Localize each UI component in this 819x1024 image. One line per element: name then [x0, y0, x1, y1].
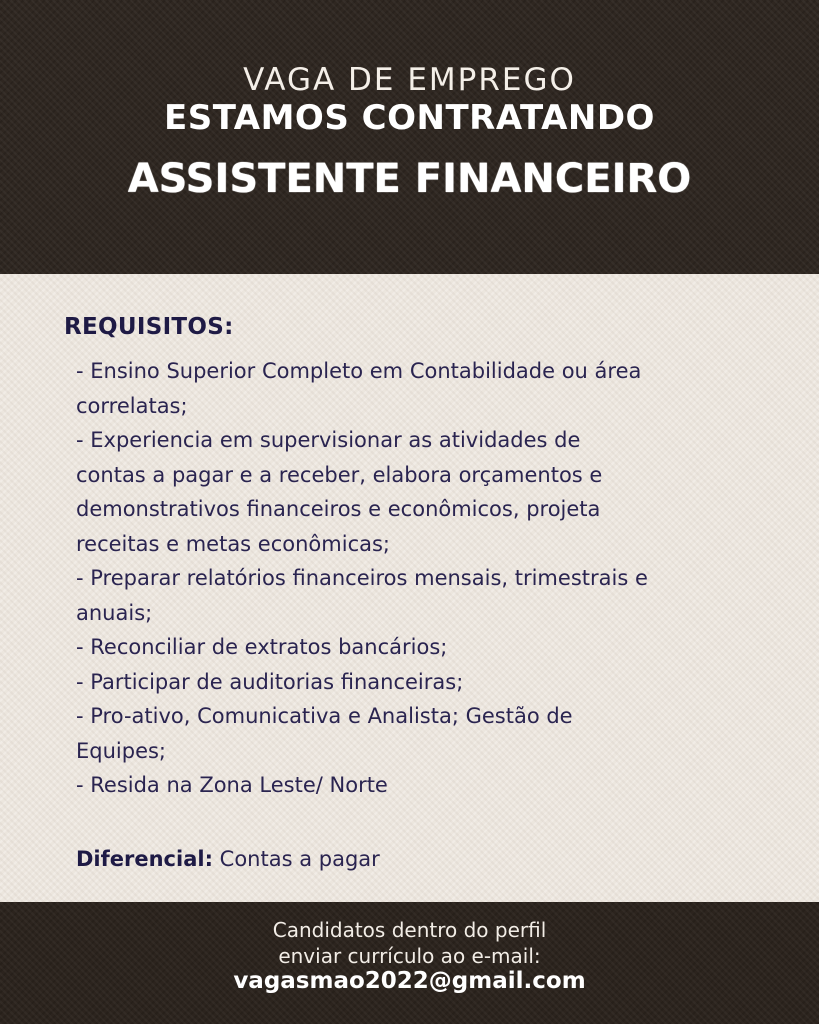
job-title: ASSISTENTE FINANCEIRO [127, 156, 692, 202]
requirement-line: anuais; [76, 600, 153, 625]
footer-line2: enviar currículo ao e-mail: [278, 944, 541, 968]
diferencial [76, 842, 380, 876]
requirement-line: correlatas; [76, 393, 188, 418]
contact-email[interactable]: vagasmao2022@gmail.com [233, 968, 586, 994]
diferencial-value: Contas a pagar [219, 847, 380, 871]
requirement-line: contas a pagar e a receber, elabora orçamentos e [76, 462, 603, 487]
requirement-line: demonstrativos financeiros e econômicos, projeta [76, 497, 601, 521]
footer-band [0, 902, 819, 1024]
requirements-list [76, 354, 796, 803]
requirement-line: Equipes; [76, 738, 167, 763]
vaga-de-emprego-label: VAGA DE EMPREGO [243, 62, 576, 98]
requirement-line: receitas e metas econômicas; [76, 531, 390, 556]
footer-line1: Candidatos dentro do perfil [272, 918, 547, 942]
header-band [0, 0, 819, 274]
requirement-line: - Preparar relatórios financeiros mensais, trimestrais e [76, 566, 648, 590]
requirement-line: - Ensino Superior Completo em Contabilidade ou área [76, 359, 642, 383]
requirement-line: - Experiencia em supervisionar as atividades de [76, 428, 581, 452]
diferencial-label: Diferencial: [76, 847, 213, 871]
requirement-line: - Resida na Zona Leste/ Norte [76, 773, 388, 797]
requirement-line: - Participar de auditorias financeiras; [76, 669, 464, 694]
requirements-title: REQUISITOS: [64, 314, 234, 340]
requirement-line: - Reconciliar de extratos bancários; [76, 635, 448, 659]
estamos-contratando-heading: ESTAMOS CONTRATANDO [164, 98, 655, 138]
requirement-line: - Pro-ativo, Comunicativa e Analista; Gestão de [76, 704, 573, 728]
